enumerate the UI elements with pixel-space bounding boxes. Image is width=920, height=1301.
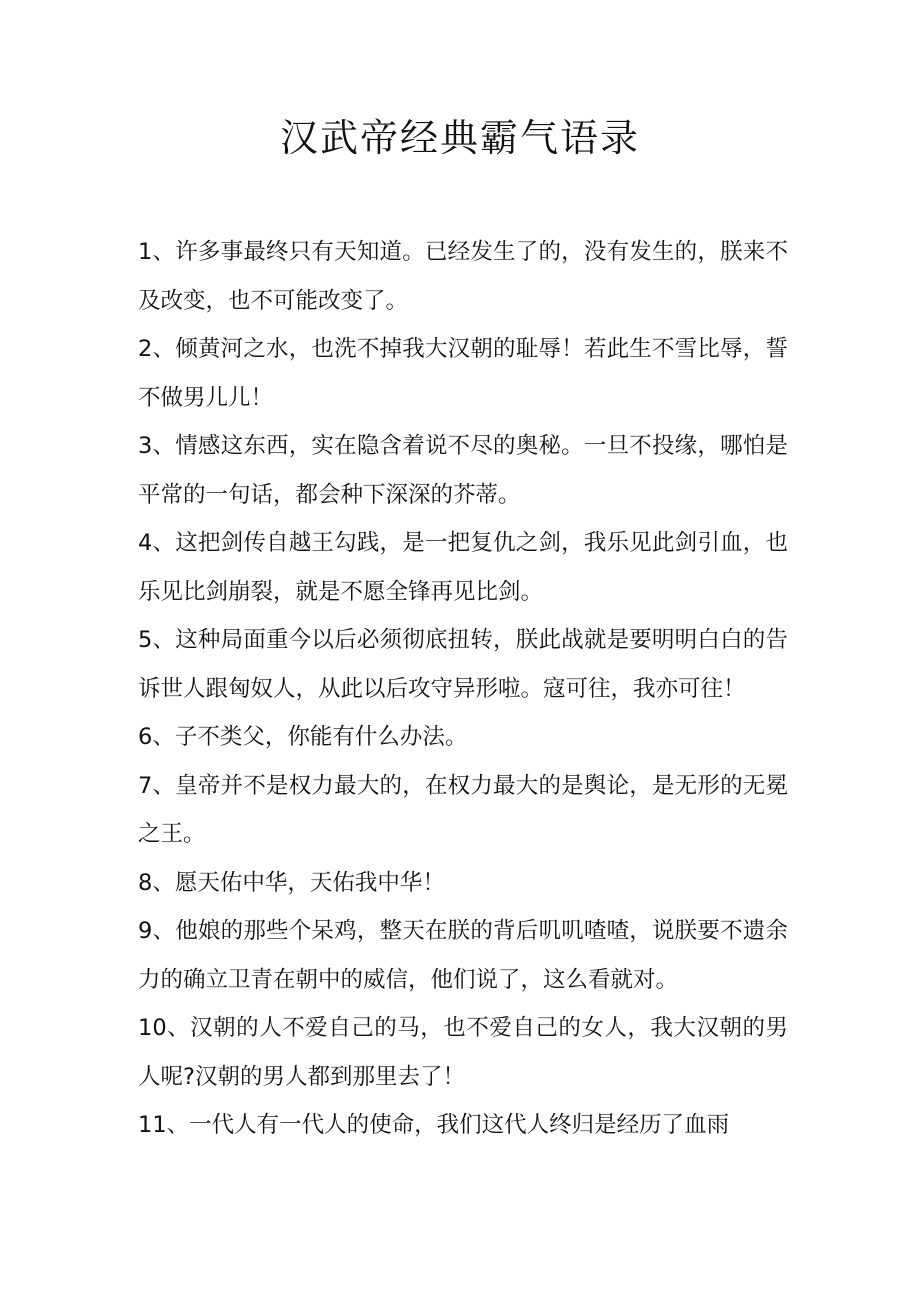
- quote-paragraph-6: 6、子不类父，你能有什么办法。: [138, 724, 468, 750]
- quote-paragraph-1: 1、许多事最终只有天知道。已经发生了的，没有发生的，朕来不及改变，也不可能改变了。: [138, 239, 788, 314]
- quote-paragraph-10: 10、汉朝的人不爱自己的马，也不爱自己的女人，我大汉朝的男人呢?汉朝的男人都到那里去了！: [138, 1015, 788, 1090]
- quote-list: [138, 228, 788, 1150]
- quote-paragraph-4: 4、这把剑传自越王勾践，是一把复仇之剑，我乐见此剑引血，也乐见比剑崩裂，就是不愿全锋再见比剑。: [138, 530, 788, 605]
- quote-paragraph-9: 9、他娘的那些个呆鸡，整天在朕的背后叽叽喳喳，说朕要不遗余力的确立卫青在朝中的威信，他们说了，这么看就对。: [138, 918, 788, 993]
- quote-paragraph-3: 3、情感这东西，实在隐含着说不尽的奥秘。一旦不投缘，哪怕是平常的一句话，都会种下深深的芥蒂。: [138, 433, 788, 508]
- quote-paragraph-5: 5、这种局面重今以后必须彻底扭转，朕此战就是要明明白白的告诉世人跟匈奴人，从此以后攻守异形啦。寇可往，我亦可往！: [138, 627, 788, 702]
- quote-paragraph-11: 11、一代人有一代人的使命，我们这代人终归是经历了血雨: [138, 1112, 730, 1138]
- quote-paragraph-7: 7、皇帝并不是权力最大的，在权力最大的是舆论，是无形的无冕之王。: [138, 772, 788, 847]
- document-title: 汉武帝经典霸气语录: [279, 116, 640, 160]
- quote-paragraph-2: 2、倾黄河之水，也洗不掉我大汉朝的耻辱！若此生不雪比辱，誓不做男儿儿！: [138, 336, 788, 411]
- quote-paragraph-8: 8、愿天佑中华，天佑我中华！: [138, 869, 445, 896]
